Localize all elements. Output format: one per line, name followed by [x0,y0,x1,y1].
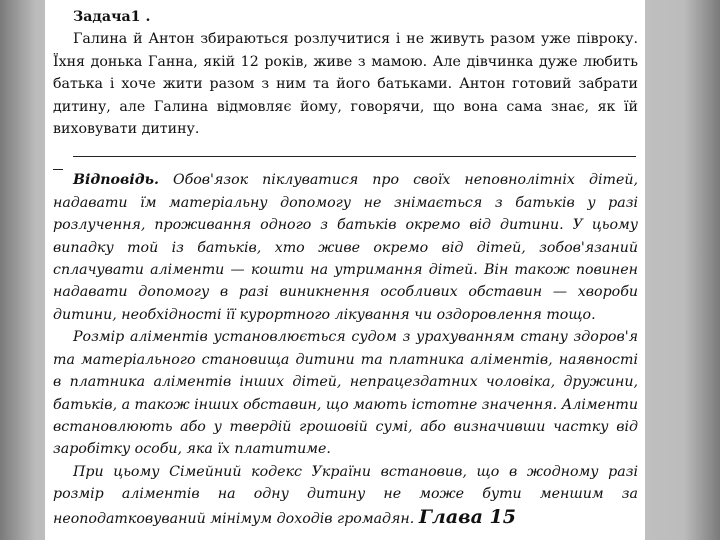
separator-rule [53,142,638,169]
answer-text-3: При цьому Сімейний кодекс України встановив, що в жодному разі розмір аліментів на одну дитину не може бути меншим за неоподатковуваний мінімум доходів громадян. [53,463,638,527]
answer-paragraph-3 [53,461,638,530]
answer-section [53,169,638,530]
separator-dash [53,169,63,170]
chapter-label: Глава 15 [418,505,516,528]
answer-text-1: Обов'язок піклуватися про своїх неповнолітніх дітей, надавати їм матеріальну допомогу не знімається з батьків у разі розлучення, проживання одного з батьків окремо від дитини. У цьому випадку той із батьків, хто живе окремо від дітей, зобов'язаний сплачувати аліменти — кошти на утримання дітей. Він також повинен надавати допомогу в разі виникнення особливих обставин — хвороби дитини, необхідності її курортного лікування чи оздоровлення тощо. [53,172,638,323]
document-page [45,0,645,540]
task-text: Галина й Антон збираються розлучитися і не живуть разом уже півроку. Їхня донька Ганна, якій 12 років, живе з мамою. Але дівчинка дуже любить батька і хоче жити разом з ним та його батьками. Антон готовий забрати дитину, але Галина відмовляє йому, говорячи, що вона сама знає, як їй виховувати дитину. [53,31,638,138]
task-title: Задача1 . [73,9,151,25]
separator-line [73,156,636,157]
answer-lead: Відповідь. [73,172,159,189]
answer-paragraph-1 [53,169,638,326]
answer-paragraph-2: Розмір аліментів установлюється судом з урахуванням стану здоров'я та матеріального становища дитини та платника аліментів, наявності в платника аліментів інших дітей, непрацездатних чоловіка, дружини, батьків, а також інших обставин, що мають істотне значення. Аліменти встановлюють або у твердій грошовій сумі, або визначивши частку від заробітку особи, яка їх платитиме. [53,329,639,458]
